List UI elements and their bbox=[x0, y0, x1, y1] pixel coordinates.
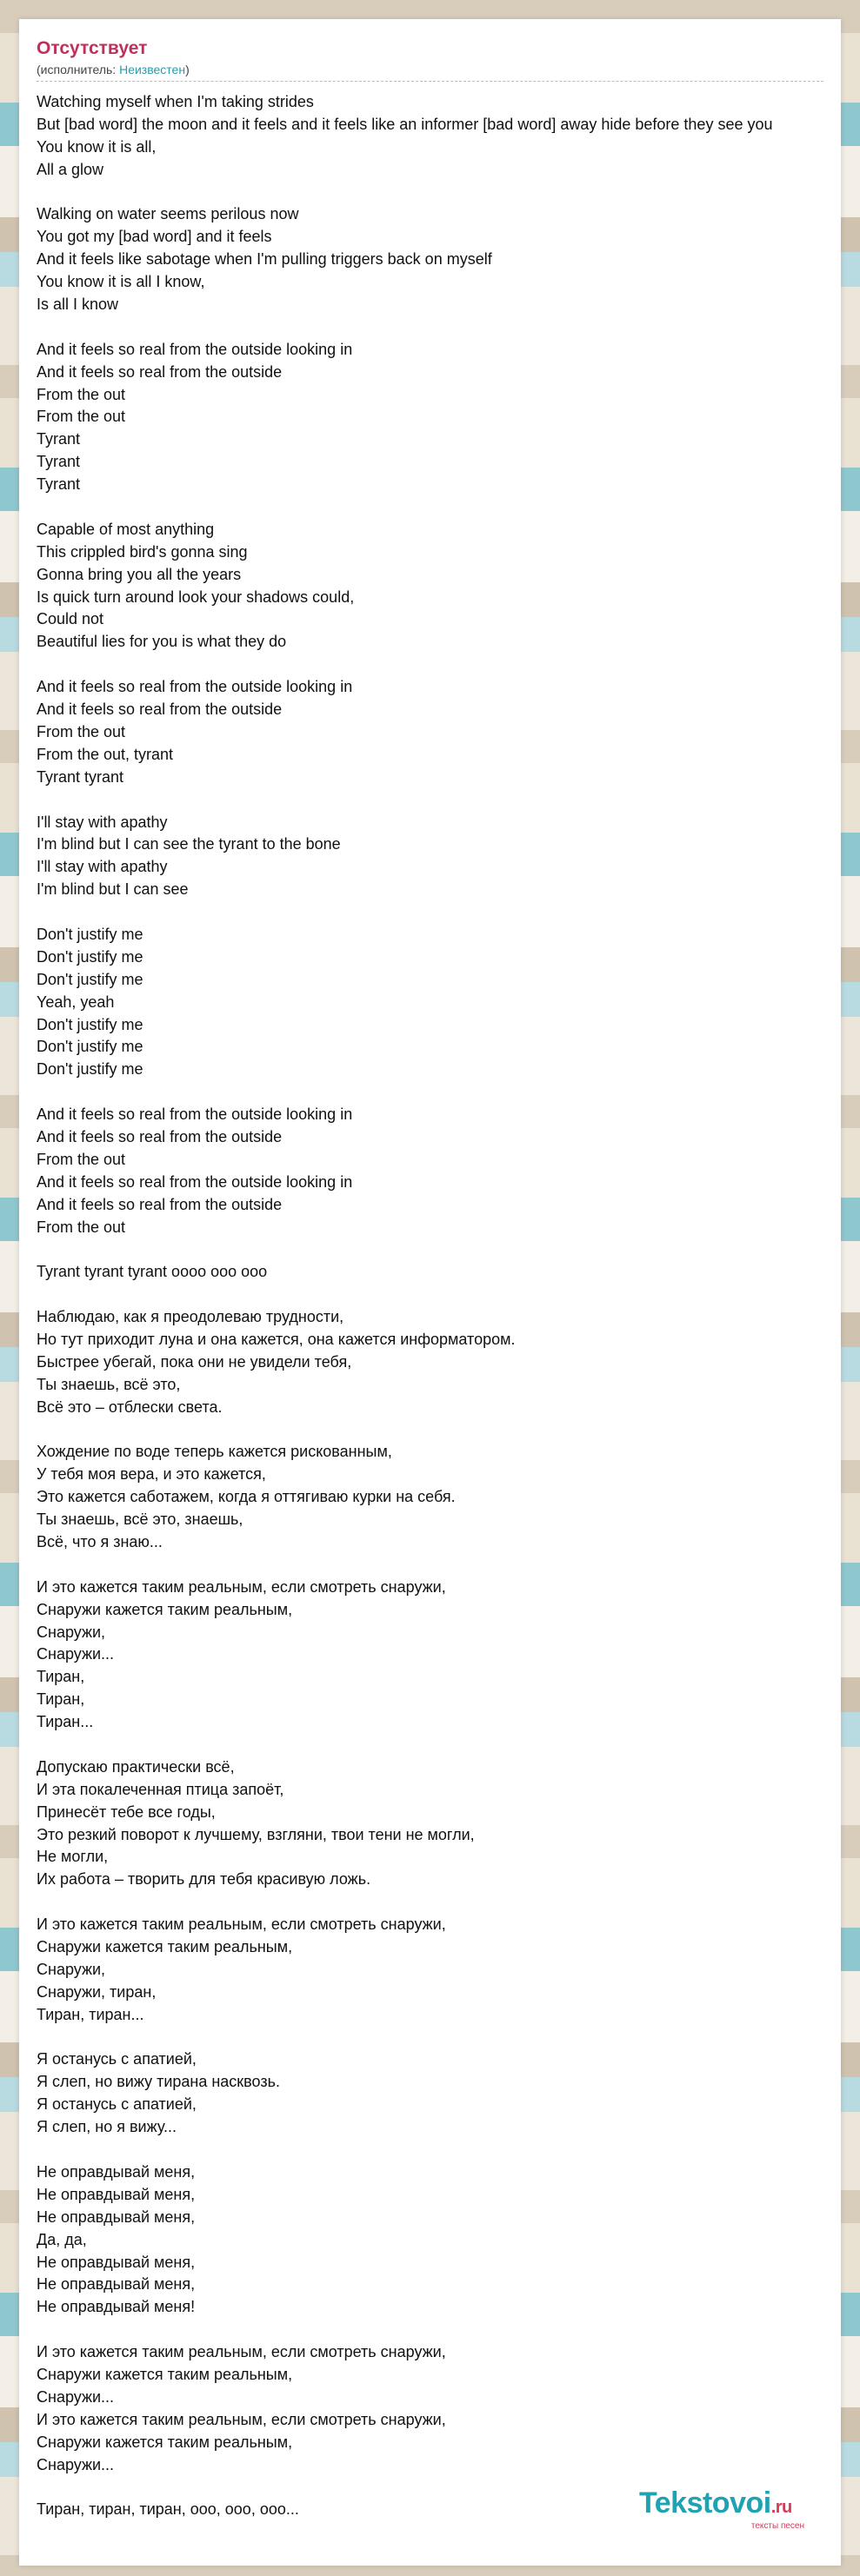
lyric-blank-line bbox=[37, 1891, 841, 1914]
lyric-line: Хождение по воде теперь кажется рискованным, bbox=[37, 1443, 392, 1461]
lyric-line: Я останусь с апатией, bbox=[37, 2095, 197, 2114]
lyric-blank-line bbox=[37, 789, 841, 812]
lyric-line: Не оправдывай меня, bbox=[37, 2208, 196, 2226]
lyric-blank-line bbox=[37, 1554, 841, 1577]
lyric-line: And it feels so real from the outside looking in bbox=[37, 678, 353, 696]
lyric-line: Но тут приходит луна и она кажется, она кажется информатором. bbox=[37, 1330, 516, 1348]
lyric-blank-line bbox=[37, 1419, 841, 1442]
lyric-blank-line bbox=[37, 2027, 841, 2049]
lyric-line: But [bad word] the moon and it feels and it feels like an informer [bad word] away hide before they see you bbox=[37, 115, 773, 133]
lyric-line: Tyrant bbox=[37, 475, 81, 494]
lyric-line: Снаружи... bbox=[37, 2387, 115, 2406]
lyric-blank-line bbox=[37, 182, 841, 204]
artist-prefix: (исполнитель: bbox=[37, 63, 120, 76]
lyric-line: И эта покалеченная птица запоёт, bbox=[37, 1780, 284, 1798]
lyric-line: Tyrant bbox=[37, 430, 81, 448]
lyric-line: From the out bbox=[37, 722, 126, 740]
lyric-line: Tyrant tyrant bbox=[37, 767, 124, 786]
lyric-line: And it feels like sabotage when I'm pulling triggers back on myself bbox=[37, 250, 492, 269]
lyric-line: From the out bbox=[37, 1150, 126, 1168]
lyric-line: And it feels so real from the outside bbox=[37, 1127, 283, 1145]
lyric-line: Снаружи, bbox=[37, 1960, 106, 1978]
lyric-line: Всё это – отблески света. bbox=[37, 1398, 223, 1416]
lyric-line: And it feels so real from the outside bbox=[37, 362, 283, 381]
lyrics-text bbox=[37, 91, 841, 2521]
lyric-line: Снаружи, тиран, bbox=[37, 1982, 157, 2001]
lyric-line: You know it is all, bbox=[37, 137, 157, 156]
lyric-line: Не могли, bbox=[37, 1848, 109, 1866]
lyric-line: Yeah, yeah bbox=[37, 993, 115, 1011]
lyric-line: Capable of most anything bbox=[37, 520, 215, 538]
logo-tagline: тексты песен bbox=[750, 2521, 804, 2531]
lyric-blank-line bbox=[37, 2139, 841, 2161]
lyric-line: Don't justify me bbox=[37, 1038, 143, 1056]
lyric-line: Don't justify me bbox=[37, 925, 143, 943]
lyric-line: Принесёт тебе все годы, bbox=[37, 1803, 216, 1821]
site-logo[interactable] bbox=[639, 2487, 813, 2531]
artist-link[interactable]: Неизвестен bbox=[119, 63, 186, 76]
lyric-line: Снаружи кажется таким реальным, bbox=[37, 2433, 293, 2451]
lyric-line: And it feels so real from the outside looking in bbox=[37, 1172, 353, 1191]
lyric-line: Тиран, тиран... bbox=[37, 2005, 144, 2023]
lyric-line: Don't justify me bbox=[37, 1015, 143, 1033]
lyric-line: Наблюдаю, как я преодолеваю трудности, bbox=[37, 1308, 344, 1326]
lyric-line: Ты знаешь, всё это, знаешь, bbox=[37, 1510, 243, 1529]
lyric-line: Tyrant tyrant tyrant oooo ooo ooo bbox=[37, 1263, 268, 1281]
lyric-blank-line bbox=[37, 316, 841, 339]
lyric-line: Я останусь с апатией, bbox=[37, 2050, 197, 2068]
lyric-line: И это кажется таким реальным, если смотреть снаружи, bbox=[37, 1915, 446, 1934]
lyric-line: Don't justify me bbox=[37, 970, 143, 988]
logo-tld: .ru bbox=[770, 2498, 792, 2517]
lyric-line: Could not bbox=[37, 610, 104, 628]
logo-main-text: Tekstovoi bbox=[639, 2486, 771, 2520]
lyric-blank-line bbox=[37, 1284, 841, 1306]
lyric-line: This crippled bird's gonna sing bbox=[37, 542, 248, 561]
lyric-line: From the out bbox=[37, 385, 126, 403]
lyric-line: And it feels so real from the outside bbox=[37, 1195, 283, 1213]
lyric-line: Тиран, bbox=[37, 1668, 85, 1686]
lyric-line: Ты знаешь, всё это, bbox=[37, 1375, 181, 1393]
lyric-line: Снаружи... bbox=[37, 2455, 115, 2473]
lyric-line: И это кажется таким реальным, если смотреть снаружи, bbox=[37, 1577, 446, 1596]
lyric-line: Don't justify me bbox=[37, 1060, 143, 1079]
lyric-line: Не оправдывай меня, bbox=[37, 2162, 196, 2181]
artist-line bbox=[37, 62, 823, 82]
lyric-line: Не оправдывай меня, bbox=[37, 2275, 196, 2294]
lyric-line: Снаружи кажется таким реальным, bbox=[37, 1938, 293, 1956]
lyric-line: Снаружи... bbox=[37, 1645, 115, 1663]
lyric-line: Don't justify me bbox=[37, 947, 143, 966]
lyric-line: Не оправдывай меня, bbox=[37, 2185, 196, 2203]
lyric-line: Тиран, bbox=[37, 1690, 85, 1709]
lyric-line: You got my [bad word] and it feels bbox=[37, 228, 272, 246]
lyric-line: Снаружи, bbox=[37, 1623, 106, 1641]
lyric-line: Тиран... bbox=[37, 1713, 94, 1731]
lyric-blank-line bbox=[37, 901, 841, 924]
logo-wordmark bbox=[639, 2487, 813, 2523]
lyric-line: Быстрее убегай, пока они не увидели тебя, bbox=[37, 1352, 352, 1371]
lyric-line: Не оправдывай меня! bbox=[37, 2298, 196, 2316]
lyric-line: Тиран, тиран, тиран, ооо, ооо, ооо... bbox=[37, 2500, 299, 2519]
lyric-blank-line bbox=[37, 1734, 841, 1756]
lyric-line: From the out, tyrant bbox=[37, 745, 174, 763]
lyric-line: And it feels so real from the outside looking in bbox=[37, 1105, 353, 1124]
lyric-blank-line bbox=[37, 496, 841, 519]
lyric-line: I'll stay with apathy bbox=[37, 813, 168, 831]
lyric-blank-line bbox=[37, 654, 841, 676]
lyric-line: Не оправдывай меня, bbox=[37, 2253, 196, 2271]
lyric-line: И это кажется таким реальным, если смотреть снаружи, bbox=[37, 2410, 446, 2428]
song-title: Отсутствует bbox=[37, 38, 148, 58]
lyric-line: From the out bbox=[37, 1218, 126, 1236]
lyric-line: Я слеп, но вижу тирана насквозь. bbox=[37, 2073, 280, 2091]
lyric-line: And it feels so real from the outside looking in bbox=[37, 340, 353, 358]
lyric-line: И это кажется таким реальным, если смотреть снаружи, bbox=[37, 2343, 446, 2361]
lyric-line: Да, да, bbox=[37, 2230, 87, 2248]
lyric-line: Walking on water seems perilous now bbox=[37, 205, 299, 223]
lyric-line: Снаружи кажется таким реальным, bbox=[37, 2365, 293, 2383]
lyrics-card bbox=[19, 19, 841, 2566]
lyric-line: Is all I know bbox=[37, 295, 119, 314]
lyric-line: Я слеп, но я вижу... bbox=[37, 2118, 177, 2136]
artist-suffix: ) bbox=[185, 63, 190, 76]
lyric-line: I'll stay with apathy bbox=[37, 858, 168, 876]
lyric-line: Снаружи кажется таким реальным, bbox=[37, 1600, 293, 1618]
song-header bbox=[37, 37, 823, 82]
lyric-line: I'm blind but I can see bbox=[37, 880, 189, 899]
lyric-line: Beautiful lies for you is what they do bbox=[37, 633, 287, 651]
lyric-line: All a glow bbox=[37, 160, 104, 178]
lyric-line: Watching myself when I'm taking strides bbox=[37, 93, 314, 110]
lyric-blank-line bbox=[37, 1238, 841, 1261]
lyric-line: Это резкий поворот к лучшему, взгляни, твои тени не могли, bbox=[37, 1825, 475, 1843]
lyric-line: I'm blind but I can see the tyrant to the bone bbox=[37, 835, 341, 853]
lyric-line: And it feels so real from the outside bbox=[37, 700, 283, 719]
lyric-line: Is quick turn around look your shadows could, bbox=[37, 588, 355, 606]
lyric-blank-line bbox=[37, 1081, 841, 1104]
lyric-line: Gonna bring you all the years bbox=[37, 565, 242, 583]
lyric-line: У тебя моя вера, и это кажется, bbox=[37, 1465, 266, 1484]
lyric-line: Всё, что я знаю... bbox=[37, 1533, 163, 1550]
lyric-line: You know it is all I know, bbox=[37, 273, 205, 291]
lyric-line: From the out bbox=[37, 408, 126, 426]
lyric-line: Допускаю практически всё, bbox=[37, 1757, 235, 1776]
lyric-line: Их работа – творить для тебя красивую ложь. bbox=[37, 1870, 371, 1889]
lyric-line: Tyrant bbox=[37, 453, 81, 471]
lyric-line: Это кажется саботажем, когда я оттягиваю курки на себя. bbox=[37, 1488, 456, 1506]
lyric-blank-line bbox=[37, 2319, 841, 2341]
